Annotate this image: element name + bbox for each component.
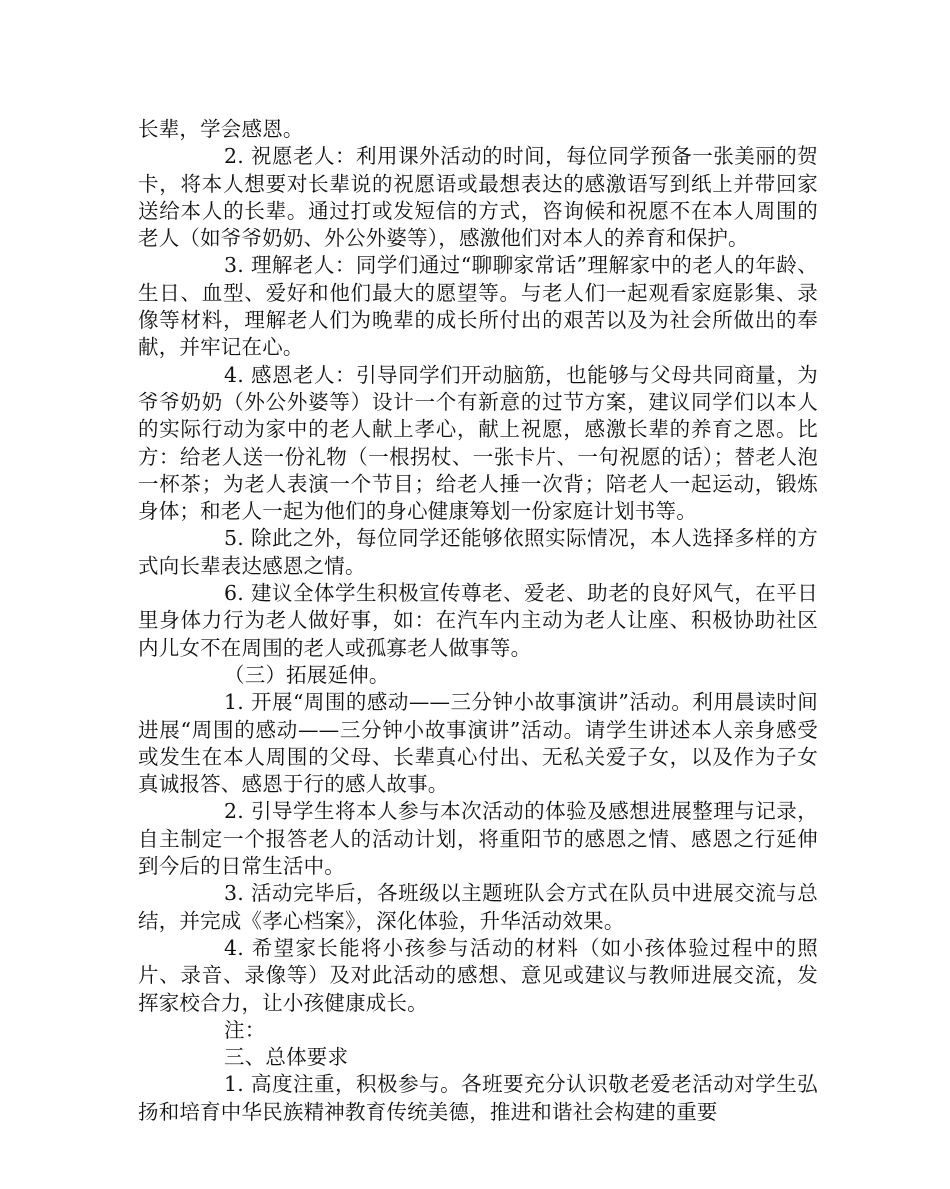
paragraph-item-5-other: 5. 除此之外，每位同学还能够依照实际情况，本人选择多样的方式向长辈表达感恩之情。 [138, 526, 818, 578]
paragraph-extension-4: 4. 希望家长能将小孩参与活动的材料（如小孩体验过程中的照片、录音、录像等）及对此活动的感想、意见或建议与教师进展交流，发挥家校合力，让小孩健康成长。 [138, 935, 818, 1015]
paragraph-extension-3: 3. 活动完毕后，各班级以主题班队会方式在队员中进展交流与总结，并完成《孝心档案》，深化体验，升华活动效果。 [138, 881, 818, 933]
paragraph-item-6-suggestion: 6. 建议全体学生积极宣传尊老、爱老、助老的良好风气，在平日里身体力行为老人做好事，如：在汽车内主动为老人让座、积极协助社区内儿女不在周围的老人或孤寡老人做事等。 [138, 581, 818, 660]
document-page [138, 116, 818, 1126]
section-heading-extension: （三）拓展延伸。 [224, 662, 390, 687]
paragraph-extension-2: 2. 引导学生将本人参与本次活动的体验及感想进展整理与记录，自主制定一个报答老人的活动计划，将重阳节的感恩之情、感恩之行延伸到今后的日常生活中。 [138, 799, 818, 879]
paragraph-item-4-gratitude: 4. 感恩老人：引导同学们开动脑筋，也能够与父母共同商量，为爷爷奶奶（外公外婆等）设计一个有新意的过节方案，建议同学们以本人的实际行动为家中的老人献上孝心，献上祝愿，感激长辈的养育之恩。比方：给老人送一份礼物（一根拐杖、一张卡片、一句祝愿的话）；替老人泡一杯茶；为老人表演一个节目；给老人捶一次背；陪老人一起运动，锻炼身体；和老人一起为他们的身心健康筹划一份家庭计划书等。 [138, 362, 818, 524]
paragraph-requirement-1: 1. 高度注重，积极参与。各班要充分认识敬老爱老活动对学生弘扬和培育中华民族精神教育传统美德，推进和谐社会构建的重要 [138, 1072, 818, 1124]
section-heading-requirements: 三、总体要求 [224, 1045, 349, 1070]
paragraph-continuation: 长辈，学会感恩。 [138, 117, 304, 141]
paragraph-extension-1: 1. 开展“周围的感动——三分钟小故事演讲”活动。利用晨读时间进展“周围的感动——三分钟小故事演讲”活动。请学生讲述本人亲身感受或发生在本人周围的父母、长辈真心付出、无私关爱子女，以及作为子女真诚报答、感恩于行的感人故事。 [138, 690, 818, 797]
paragraph-item-2-blessing: 2. 祝愿老人：利用课外活动的时间，每位同学预备一张美丽的贺卡，将本人想要对长辈说的祝愿语或最想表达的感激语写到纸上并带回家送给本人的长辈。通过打或发短信的方式，咨询候和祝愿不在本人周围的老人（如爷爷奶奶、外公外婆等），感激他们对本人的养育和保护。 [138, 144, 818, 251]
paragraph-item-3-understand: 3. 理解老人：同学们通过“聊聊家常话”理解家中的老人的年龄、生日、血型、爱好和他们最大的愿望等。与老人们一起观看家庭影集、录像等材料，理解老人们为晚辈的成长所付出的艰苦以及为社会所做出的奉献，并牢记在心。 [138, 253, 818, 360]
note-label: 注： [224, 1017, 266, 1042]
